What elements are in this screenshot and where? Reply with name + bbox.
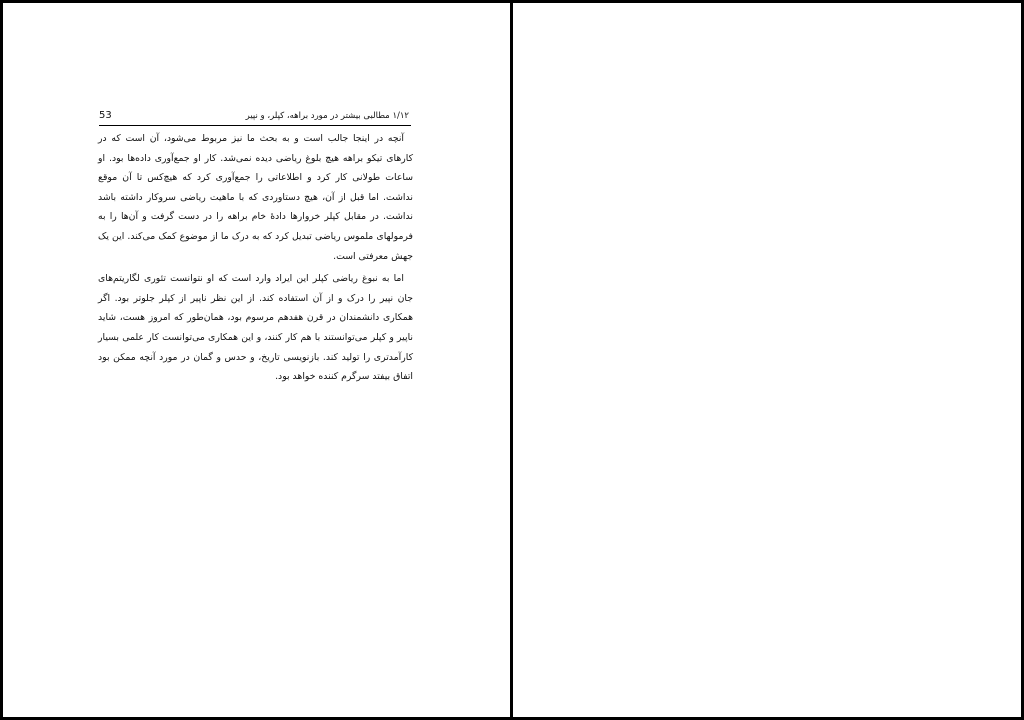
header-rule xyxy=(99,125,411,126)
running-head-title: ۱/۱۲ مطالبی بیشتر در مورد براهه، کپلر، و نپیر xyxy=(245,111,409,121)
page-body xyxy=(98,129,413,387)
running-header xyxy=(99,110,409,124)
paragraph-2: اما به نبوغ ریاضی کپلر این ایراد وارد است که او نتوانست تئوری لگاریتم‌های جان نپیر را درک و از آن استفاده کند. از این نظر ناپیر از کپلر جلوتر بود. اگر همکاری دانشمندان در قرن هفدهم مرسوم بود، همان‌طور که امروز هست، شاید ناپیر و کپلر می‌توانستند با هم کار کنند، و این همکاری می‌توانست کار علمی بسیار کارآمدتری را تولید کند. بازنویسی تاریخ، و حدس و گمان در مورد آنچه ممکن بود اتفاق بیفتد سرگرم کننده خواهد بود. xyxy=(98,273,413,383)
paragraph-1: آنچه در اینجا جالب است و به بحث ما نیز مربوط می‌شود، آن است که در کارهای تیکو براهه هیچ بلوغ ریاضی دیده نمی‌شد. کار او جمع‌آوری داده‌ها بود. او ساعات طولانی کار کرد و اطلاعاتی را جمع‌آوری کرد که هیچ‌کس تا آن موقع نداشت. اما قبل از آن، هیچ دستاوردی که با ماهیت ریاضی سروکار داشته باشد نداشت. در مقابل کپلر خروارها دادهٔ خام براهه را در دست گرفت و آن‌ها را به فرمولهای ملموس ریاضی تبدیل کرد که به درک ما از موضوع کمک می‌کند. این یک جهش معرفتی است. xyxy=(98,133,413,262)
page-number: 53 xyxy=(99,110,112,121)
right-page-blank xyxy=(513,3,1021,717)
